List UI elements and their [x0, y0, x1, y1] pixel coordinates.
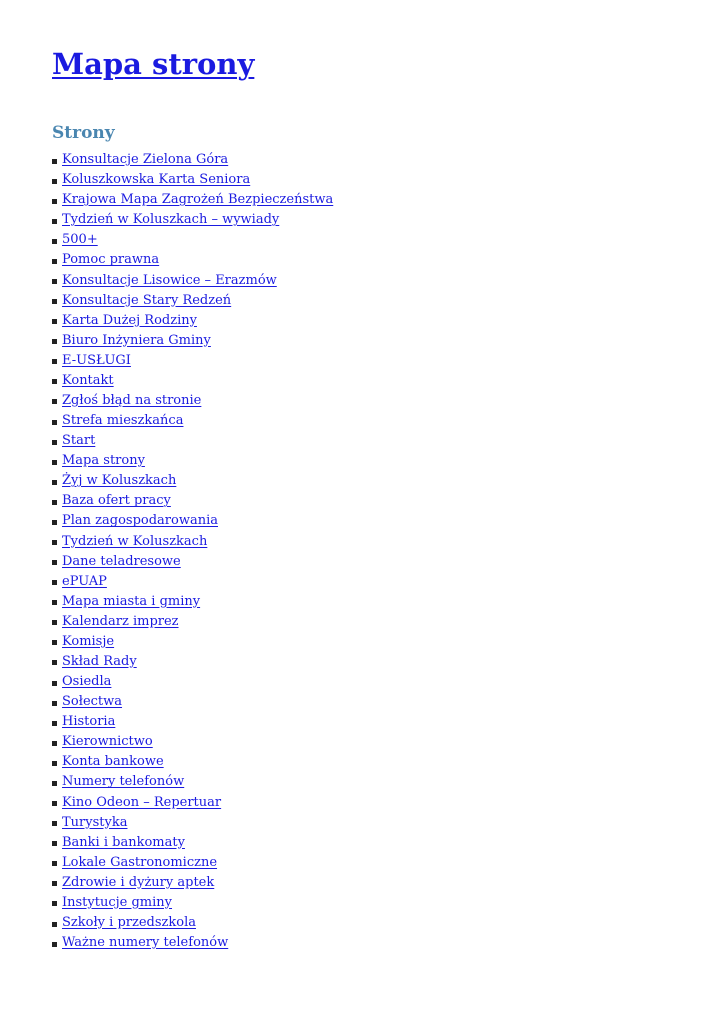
square-bullet-icon [52, 640, 57, 645]
square-bullet-icon [52, 179, 57, 184]
list-item [52, 752, 333, 772]
square-bullet-icon [52, 841, 57, 846]
list-item [52, 210, 333, 230]
sitemap-link[interactable]: Instytucje gminy [62, 894, 173, 910]
list-item [52, 511, 333, 531]
sitemap-link[interactable]: Karta Dużej Rodziny [62, 312, 197, 328]
page-title [52, 44, 692, 84]
square-bullet-icon [52, 620, 57, 625]
sitemap-link[interactable]: Kontakt [62, 372, 114, 388]
sitemap-link[interactable]: Kalendarz imprez [62, 613, 179, 629]
square-bullet-icon [52, 600, 57, 605]
list-item [52, 612, 333, 632]
list-item [52, 813, 333, 833]
square-bullet-icon [52, 460, 57, 465]
square-bullet-icon [52, 219, 57, 224]
list-item [52, 391, 333, 411]
list-item [52, 230, 333, 250]
sitemap-link[interactable]: Start [62, 433, 96, 449]
list-item [52, 291, 333, 311]
square-bullet-icon [52, 821, 57, 826]
sitemap-link[interactable]: Plan zagospodarowania [62, 513, 218, 529]
square-bullet-icon [52, 379, 57, 384]
sitemap-link[interactable]: Mapa strony [62, 453, 145, 469]
square-bullet-icon [52, 259, 57, 264]
square-bullet-icon [52, 440, 57, 445]
sitemap-link[interactable]: Banki i bankomaty [62, 834, 185, 850]
list-item [52, 833, 333, 853]
list-item [52, 190, 333, 210]
list-item [52, 371, 333, 391]
sitemap-link[interactable]: Komisje [62, 633, 115, 649]
square-bullet-icon [52, 239, 57, 244]
sitemap-link[interactable]: Baza ofert pracy [62, 493, 171, 509]
square-bullet-icon [52, 580, 57, 585]
sitemap-link-list [52, 150, 333, 953]
square-bullet-icon [52, 560, 57, 565]
sitemap-link[interactable]: Mapa miasta i gminy [62, 593, 201, 609]
list-item [52, 793, 333, 813]
list-item [52, 572, 333, 592]
sitemap-link[interactable]: Dane teladresowe [62, 553, 181, 569]
sitemap-link[interactable]: Krajowa Mapa Zagrożeń Bezpieczeństwa [62, 192, 334, 208]
sitemap-link[interactable]: ePUAP [62, 573, 107, 589]
page-title-link[interactable]: Mapa strony [52, 47, 255, 81]
sitemap-link[interactable]: Tydzień w Koluszkach – wywiady [62, 212, 280, 228]
sitemap-link[interactable]: Turystyka [62, 814, 128, 830]
list-item [52, 772, 333, 792]
sitemap-link[interactable]: Konsultacje Zielona Góra [62, 152, 229, 168]
list-item [52, 873, 333, 893]
list-item [52, 592, 333, 612]
sitemap-link[interactable]: Sołectwa [62, 694, 123, 710]
sitemap-link[interactable]: Skład Rady [62, 653, 137, 669]
square-bullet-icon [52, 159, 57, 164]
square-bullet-icon [52, 881, 57, 886]
square-bullet-icon [52, 339, 57, 344]
list-item [52, 933, 333, 953]
sitemap-link[interactable]: Konsultacje Stary Redzeń [62, 292, 232, 308]
square-bullet-icon [52, 299, 57, 304]
sitemap-link[interactable]: Lokale Gastronomiczne [62, 854, 218, 870]
square-bullet-icon [52, 741, 57, 746]
square-bullet-icon [52, 500, 57, 505]
sitemap-link[interactable]: Żyj w Koluszkach [62, 473, 177, 489]
sitemap-link[interactable]: E-USŁUGI [62, 352, 131, 368]
sitemap-link[interactable]: Tydzień w Koluszkach [62, 533, 208, 549]
list-item [52, 732, 333, 752]
list-item [52, 531, 333, 551]
list-item [52, 431, 333, 451]
square-bullet-icon [52, 359, 57, 364]
list-item [52, 652, 333, 672]
sitemap-link[interactable]: Strefa mieszkańca [62, 413, 184, 429]
sitemap-link[interactable]: Biuro Inżyniera Gminy [62, 332, 211, 348]
square-bullet-icon [52, 420, 57, 425]
section-heading-pages: Strony [52, 123, 115, 143]
list-item [52, 632, 333, 652]
list-item [52, 692, 333, 712]
sitemap-link[interactable]: Osiedla [62, 674, 112, 690]
list-item [52, 853, 333, 873]
sitemap-link[interactable]: Konsultacje Lisowice – Erazmów [62, 272, 277, 288]
list-item [52, 270, 333, 290]
list-item [52, 250, 333, 270]
square-bullet-icon [52, 199, 57, 204]
square-bullet-icon [52, 480, 57, 485]
square-bullet-icon [52, 701, 57, 706]
sitemap-page [52, 44, 692, 951]
list-item [52, 712, 333, 732]
sitemap-link[interactable]: Kino Odeon – Repertuar [62, 794, 222, 810]
sitemap-link[interactable]: Pomoc prawna [62, 252, 160, 268]
square-bullet-icon [52, 399, 57, 404]
square-bullet-icon [52, 922, 57, 927]
square-bullet-icon [52, 540, 57, 545]
list-item [52, 311, 333, 331]
square-bullet-icon [52, 681, 57, 686]
square-bullet-icon [52, 520, 57, 525]
list-item [52, 351, 333, 371]
sitemap-link[interactable]: Historia [62, 714, 116, 730]
list-item [52, 471, 333, 491]
square-bullet-icon [52, 279, 57, 284]
list-item [52, 672, 333, 692]
square-bullet-icon [52, 721, 57, 726]
sitemap-link[interactable]: Ważne numery telefonów [62, 935, 229, 951]
sitemap-link[interactable]: Koluszkowska Karta Seniora [62, 172, 251, 188]
square-bullet-icon [52, 861, 57, 866]
sitemap-link[interactable]: 500+ [62, 232, 98, 248]
list-item [52, 913, 333, 933]
square-bullet-icon [52, 761, 57, 766]
square-bullet-icon [52, 781, 57, 786]
list-item [52, 893, 333, 913]
square-bullet-icon [52, 901, 57, 906]
list-item [52, 331, 333, 351]
sitemap-link[interactable]: Numery telefonów [62, 774, 185, 790]
list-item [52, 491, 333, 511]
sitemap-link[interactable]: Zgłoś błąd na stronie [62, 392, 202, 408]
square-bullet-icon [52, 660, 57, 665]
list-item [52, 411, 333, 431]
list-item [52, 552, 333, 572]
square-bullet-icon [52, 942, 57, 947]
list-item [52, 451, 333, 471]
list-item [52, 150, 333, 170]
list-item [52, 170, 333, 190]
square-bullet-icon [52, 319, 57, 324]
sitemap-link[interactable]: Kierownictwo [62, 734, 153, 750]
sitemap-link[interactable]: Zdrowie i dyżury aptek [62, 874, 215, 890]
sitemap-link[interactable]: Szkoły i przedszkola [62, 915, 196, 930]
sitemap-link[interactable]: Konta bankowe [62, 754, 164, 770]
square-bullet-icon [52, 801, 57, 806]
